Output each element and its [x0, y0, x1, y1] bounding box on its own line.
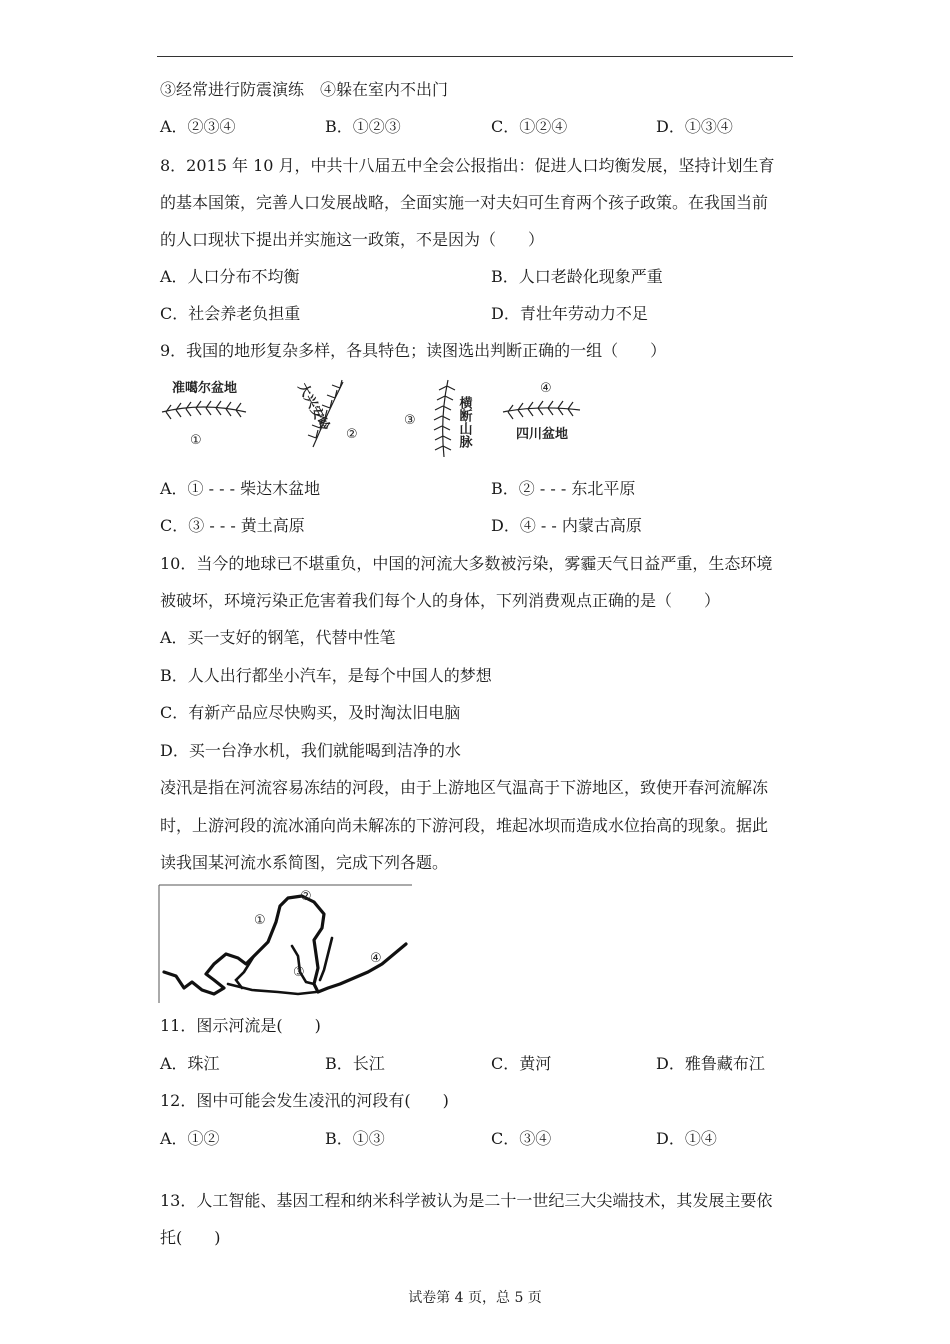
q8-option-c: C．社会养老负担重 [160, 304, 301, 323]
q10-option-c: C．有新产品应尽快购买，及时淘汰旧电脑 [160, 703, 461, 722]
terrain-mountain-3 [434, 380, 455, 457]
passage-line-1: 凌汛是指在河流容易冻结的河段，由于上游地区气温高于下游地区，致使开春河流解冻 [160, 778, 769, 797]
terrain-figure [158, 372, 588, 464]
passage-line-3: 读我国某河流水系简图，完成下列各题。 [160, 853, 449, 872]
q11-stem: 11．图示河流是( ) [160, 1016, 321, 1035]
terrain-number-2: ② [346, 427, 358, 442]
terrain-mountain-4 [503, 401, 580, 419]
q13-stem-line-2: 托( ) [160, 1228, 221, 1247]
q10-stem-line-1: 10．当今的地球已不堪重负，中国的河流大多数被污染，雾霾天气日益严重，生态环境 [160, 554, 773, 573]
q9-stem: 9．我国的地形复杂多样，各具特色；读图选出判断正确的一组（ ） [160, 341, 667, 360]
page-footer: 试卷第 4 页，总 5 页 [408, 1290, 542, 1306]
q8-option-a: A．人口分布不均衡 [160, 267, 300, 286]
river-tributary-east [320, 938, 332, 980]
q7-option-c: C．①②④ [491, 117, 568, 136]
q10-stem-line-2: 被破坏，环境污染正危害着我们每个人的身体，下列消费观点正确的是（ ） [160, 591, 721, 610]
q11-option-d: D．雅鲁藏布江 [656, 1054, 765, 1073]
q11-option-a: A．珠江 [160, 1054, 220, 1073]
map-label-2: ② [300, 889, 312, 904]
q12-option-c: C．③④ [491, 1129, 552, 1148]
terrain-label-3: 横断山脉 [456, 396, 472, 448]
q9-option-b: B．② - - - 东北平原 [491, 479, 636, 498]
terrain-label-4: 四川盆地 [516, 427, 569, 442]
q8-option-d: D．青壮年劳动力不足 [491, 304, 648, 323]
terrain-number-3: ③ [404, 413, 416, 428]
river-system-map [158, 884, 413, 1004]
river-tributary-west [236, 956, 254, 988]
q7-option-d: D．①③④ [656, 117, 733, 136]
q7-option-a: A．②③④ [160, 117, 236, 136]
terrain-label-2: 大兴安岭 [294, 380, 333, 434]
q12-option-d: D．①④ [656, 1129, 717, 1148]
map-label-4: ④ [370, 951, 382, 966]
q8-stem-line-1: 8．2015 年 10 月，中共十八届五中全会公报指出：促进人口均衡发展，坚持计划生育 [160, 156, 775, 175]
q11-option-b: B．长江 [325, 1054, 385, 1073]
q10-option-a: A．买一支好的钢笔，代替中性笔 [160, 628, 396, 647]
q11-option-c: C．黄河 [491, 1054, 552, 1073]
header-rule [157, 56, 793, 57]
q8-stem-line-2: 的基本国策，完善人口发展战略，全面实施一对夫妇可生育两个孩子政策。在我国当前 [160, 193, 769, 212]
terrain-label-1: 准噶尔盆地 [172, 381, 238, 396]
river-main-course [164, 896, 406, 994]
terrain-number-4: ④ [540, 381, 552, 396]
q7-option-b: B．①②③ [325, 117, 401, 136]
map-label-1: ① [254, 913, 266, 928]
terrain-mountain-1 [162, 401, 246, 419]
q8-option-b: B．人口老龄化现象严重 [491, 267, 663, 286]
q12-option-a: A．①② [160, 1129, 220, 1148]
q9-option-c: C．③ - - - 黄土高原 [160, 516, 305, 535]
q8-stem-line-3: 的人口现状下提出并实施这一政策，不是因为（ ） [160, 230, 545, 249]
q7-continuation: ③经常进行防震演练 ④躲在室内不出门 [160, 80, 449, 99]
q13-stem-line-1: 13．人工智能、基因工程和纳米科学被认为是二十一世纪三大尖端技术，其发展主要依 [160, 1191, 773, 1210]
q10-option-d: D．买一台净水机，我们就能喝到洁净的水 [160, 741, 461, 760]
q12-stem: 12．图中可能会发生凌汛的河段有( ) [160, 1091, 449, 1110]
q12-option-b: B．①③ [325, 1129, 385, 1148]
terrain-number-1: ① [190, 433, 202, 448]
passage-line-2: 时，上游河段的流冰涌向尚未解冻的下游河段，堆起冰坝而造成水位抬高的现象。据此 [160, 816, 769, 835]
q9-option-d: D．④ - - 内蒙古高原 [491, 516, 642, 535]
q9-option-a: A．① - - - 柴达木盆地 [160, 479, 321, 498]
map-label-3: ③ [293, 965, 305, 980]
q10-option-b: B．人人出行都坐小汽车，是每个中国人的梦想 [160, 666, 492, 685]
